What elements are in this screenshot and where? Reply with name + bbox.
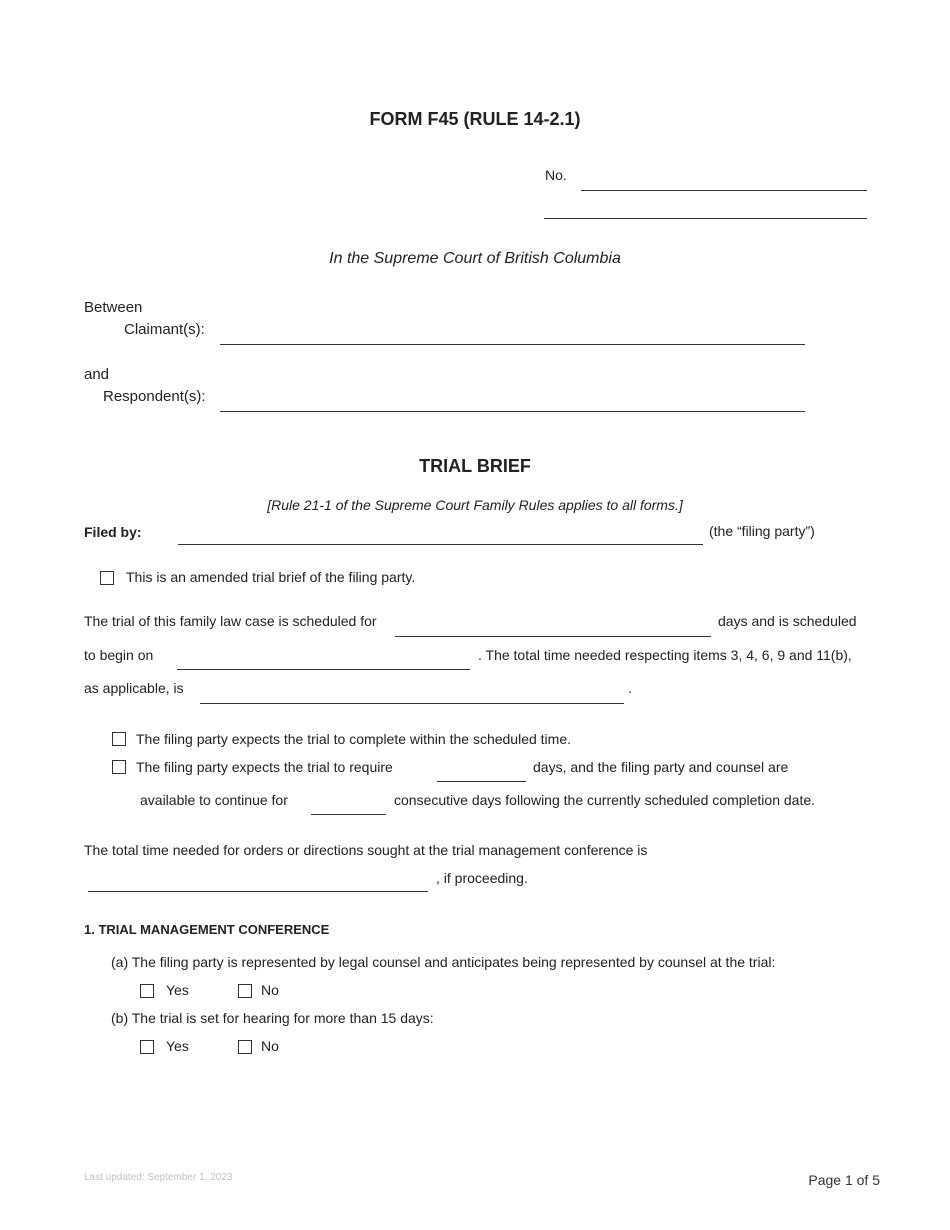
question-a-no-label: No (261, 982, 279, 998)
question-b-yes-checkbox[interactable] (140, 1040, 154, 1054)
case-number-label: No. (545, 167, 567, 183)
complete-in-time-checkbox[interactable] (112, 732, 126, 746)
question-b-yes-label: Yes (166, 1038, 189, 1054)
complete-in-time-text: The filing party expects the trial to complete within the scheduled time. (136, 731, 571, 747)
tmc-time-field[interactable] (88, 891, 428, 892)
respondents-field[interactable] (220, 411, 805, 412)
last-updated: Last updated: September 1, 2023 (84, 1172, 233, 1183)
required-days-field[interactable] (437, 781, 526, 782)
schedule-line2-start: to begin on (84, 647, 154, 663)
question-a-yes-label: Yes (166, 982, 189, 998)
and-label: and (84, 366, 110, 383)
require-days-text-start: The filing party expects the trial to require (136, 759, 393, 775)
total-time-field[interactable] (200, 703, 624, 704)
tmc-time-suffix: , if proceeding. (436, 870, 528, 886)
page-number: Page 1 of 5 (808, 1172, 880, 1188)
form-title: FORM F45 (RULE 14-2.1) (369, 109, 581, 129)
claimants-label: Claimant(s): (124, 321, 205, 338)
tmc-time-text: The total time needed for orders or directions sought at the trial management conference is (84, 842, 648, 858)
schedule-line1-start: The trial of this family law case is scheduled for (84, 613, 377, 629)
case-number-field[interactable] (581, 190, 867, 191)
amended-checkbox[interactable] (100, 571, 114, 585)
question-a-yes-checkbox[interactable] (140, 984, 154, 998)
amended-text: This is an amended trial brief of the filing party. (126, 569, 416, 585)
court-name: In the Supreme Court of British Columbia (329, 250, 621, 267)
question-b-no-checkbox[interactable] (238, 1040, 252, 1054)
schedule-line2-end: . The total time needed respecting items 3, 4, 6, 9 and 11(b), (478, 647, 852, 663)
respondents-label: Respondent(s): (103, 388, 206, 405)
require-days-text-end: days, and the filing party and counsel are (533, 759, 789, 775)
question-a-no-checkbox[interactable] (238, 984, 252, 998)
filing-party-suffix: (the “filing party”) (709, 523, 815, 539)
require-more-days-checkbox[interactable] (112, 760, 126, 774)
between-label: Between (84, 299, 143, 316)
continue-text-end: consecutive days following the currently scheduled completion date. (394, 792, 816, 808)
question-b-no-label: No (261, 1038, 279, 1054)
question-b-text: (b) The trial is set for hearing for more than 15 days: (111, 1010, 434, 1026)
schedule-line3-start: as applicable, is (84, 680, 184, 696)
section1-heading: 1. TRIAL MANAGEMENT CONFERENCE (84, 922, 330, 937)
filed-by-field[interactable] (178, 544, 703, 545)
registry-field[interactable] (544, 218, 867, 219)
continue-text-start: available to continue for (140, 792, 288, 808)
claimants-field[interactable] (220, 344, 805, 345)
rule-note: [Rule 21-1 of the Supreme Court Family Rules applies to all forms.] (267, 497, 683, 513)
schedule-line1-end: days and is scheduled (718, 613, 857, 629)
question-a-text: (a) The filing party is represented by legal counsel and anticipates being represented by counsel at the trial: (111, 954, 776, 970)
document-title: TRIAL BRIEF (419, 456, 531, 476)
trial-start-date-field[interactable] (177, 669, 470, 670)
schedule-line3-end: . (628, 680, 632, 696)
scheduled-days-field[interactable] (395, 636, 711, 637)
filed-by-label: Filed by: (84, 524, 142, 540)
consecutive-days-field[interactable] (311, 814, 386, 815)
